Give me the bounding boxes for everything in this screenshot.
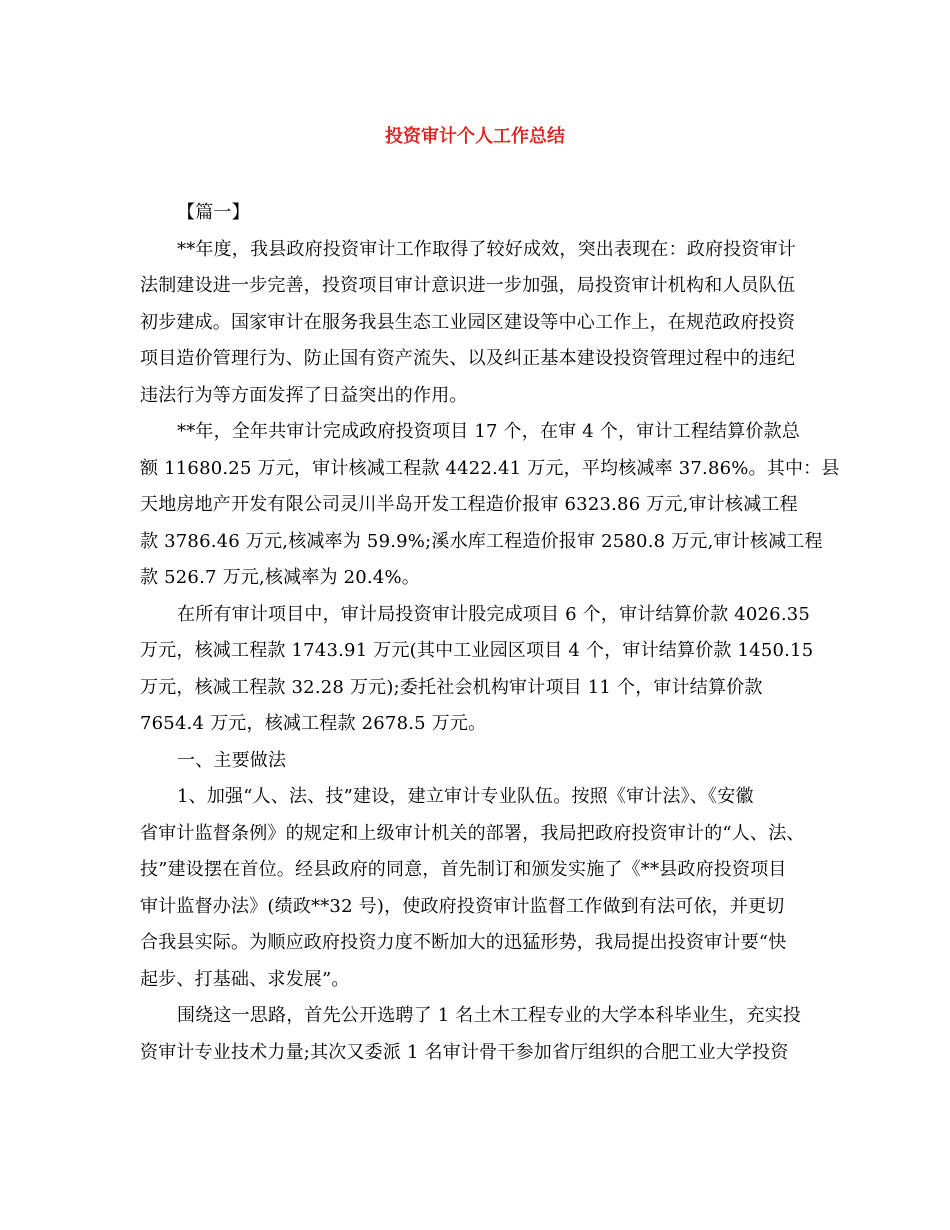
paragraph-line: 资审计专业技术力量;其次又委派 1 名审计骨干参加省厅组织的合肥工业大学投资 [140, 1041, 789, 1063]
paragraph-line: 省审计监督条例》的规定和上级审计机关的部署，我局把政府投资审计的“人、法、 [140, 822, 805, 844]
paragraph-line: 项目造价管理行为、防止国有资产流失、以及纠正基本建设投资管理过程中的违纪 [140, 348, 796, 369]
paragraph-line: 款 526.7 万元,核减率为 20.4%。 [140, 567, 420, 588]
paragraph-line: **年度，我县政府投资审计工作取得了较好成效，突出表现在：政府投资审计 [177, 238, 796, 260]
paragraph-line: 在所有审计项目中，审计局投资审计股完成项目 6 个，审计结算价款 4026.35 [177, 603, 811, 625]
paragraph-line: 违法行为等方面发挥了日益突出的作用。 [140, 384, 468, 406]
paragraph-line: 7654.4 万元，核减工程款 2678.5 万元。 [140, 713, 487, 734]
paragraph-line: 款 3786.46 万元,核减率为 59.9%;溪水库工程造价报审 2580.8 万元,审计核减工程 [140, 530, 823, 552]
paragraph-line: 审计监督办法》(绩政**32 号)，使政府投资审计监督工作做到有法可依，并更切 [140, 895, 785, 917]
paragraph-line: 技”建设摆在首位。经县政府的同意，首先制订和颁发实施了《**县政府投资项目 [140, 859, 787, 880]
paragraph-line: 万元，核减工程款 1743.91 万元(其中工业园区项目 4 个，审计结算价款 1450.15 [140, 640, 814, 661]
paragraph-line: 1、加强“人、法、技”建设，建立审计专业队伍。按照《审计法》、《安徽 [177, 786, 754, 807]
document-title: 投资审计个人工作总结 [385, 126, 565, 147]
paragraph-line: **年，全年共审计完成政府投资项目 17 个，在审 4 个，审计工程结算价款总 [177, 421, 801, 442]
section-heading: 【篇一】 [177, 202, 250, 223]
paragraph-line: 万元，核减工程款 32.28 万元);委托社会机构审计项目 11 个，审计结算价款 [140, 676, 763, 698]
paragraph-line: 法制建设进一步完善，投资项目审计意识进一步加强，局投资审计机构和人员队伍 [140, 275, 796, 296]
paragraph-line: 初步建成。国家审计在服务我县生态工业园区建设等中心工作上，在规范政府投资 [140, 311, 796, 333]
document-body [140, 195, 840, 1071]
paragraph-line: 合我县实际。为顺应政府投资力度不断加大的迅猛形势，我局提出投资审计要“快 [140, 932, 787, 953]
paragraph-line: 天地房地产开发有限公司灵川半岛开发工程造价报审 6323.86 万元,审计核减工程 [140, 494, 798, 515]
paragraph-line: 围绕这一思路，首先公开选聘了 1 名土木工程专业的大学本科毕业生，充实投 [177, 1005, 802, 1026]
section-heading: 一、主要做法 [177, 749, 287, 771]
paragraph-line: 额 11680.25 万元，审计核减工程款 4422.41 万元，平均核减率 37.86%。其中：县 [140, 457, 840, 479]
paragraph-line: 起步、打基础、求发展”。 [140, 968, 350, 990]
